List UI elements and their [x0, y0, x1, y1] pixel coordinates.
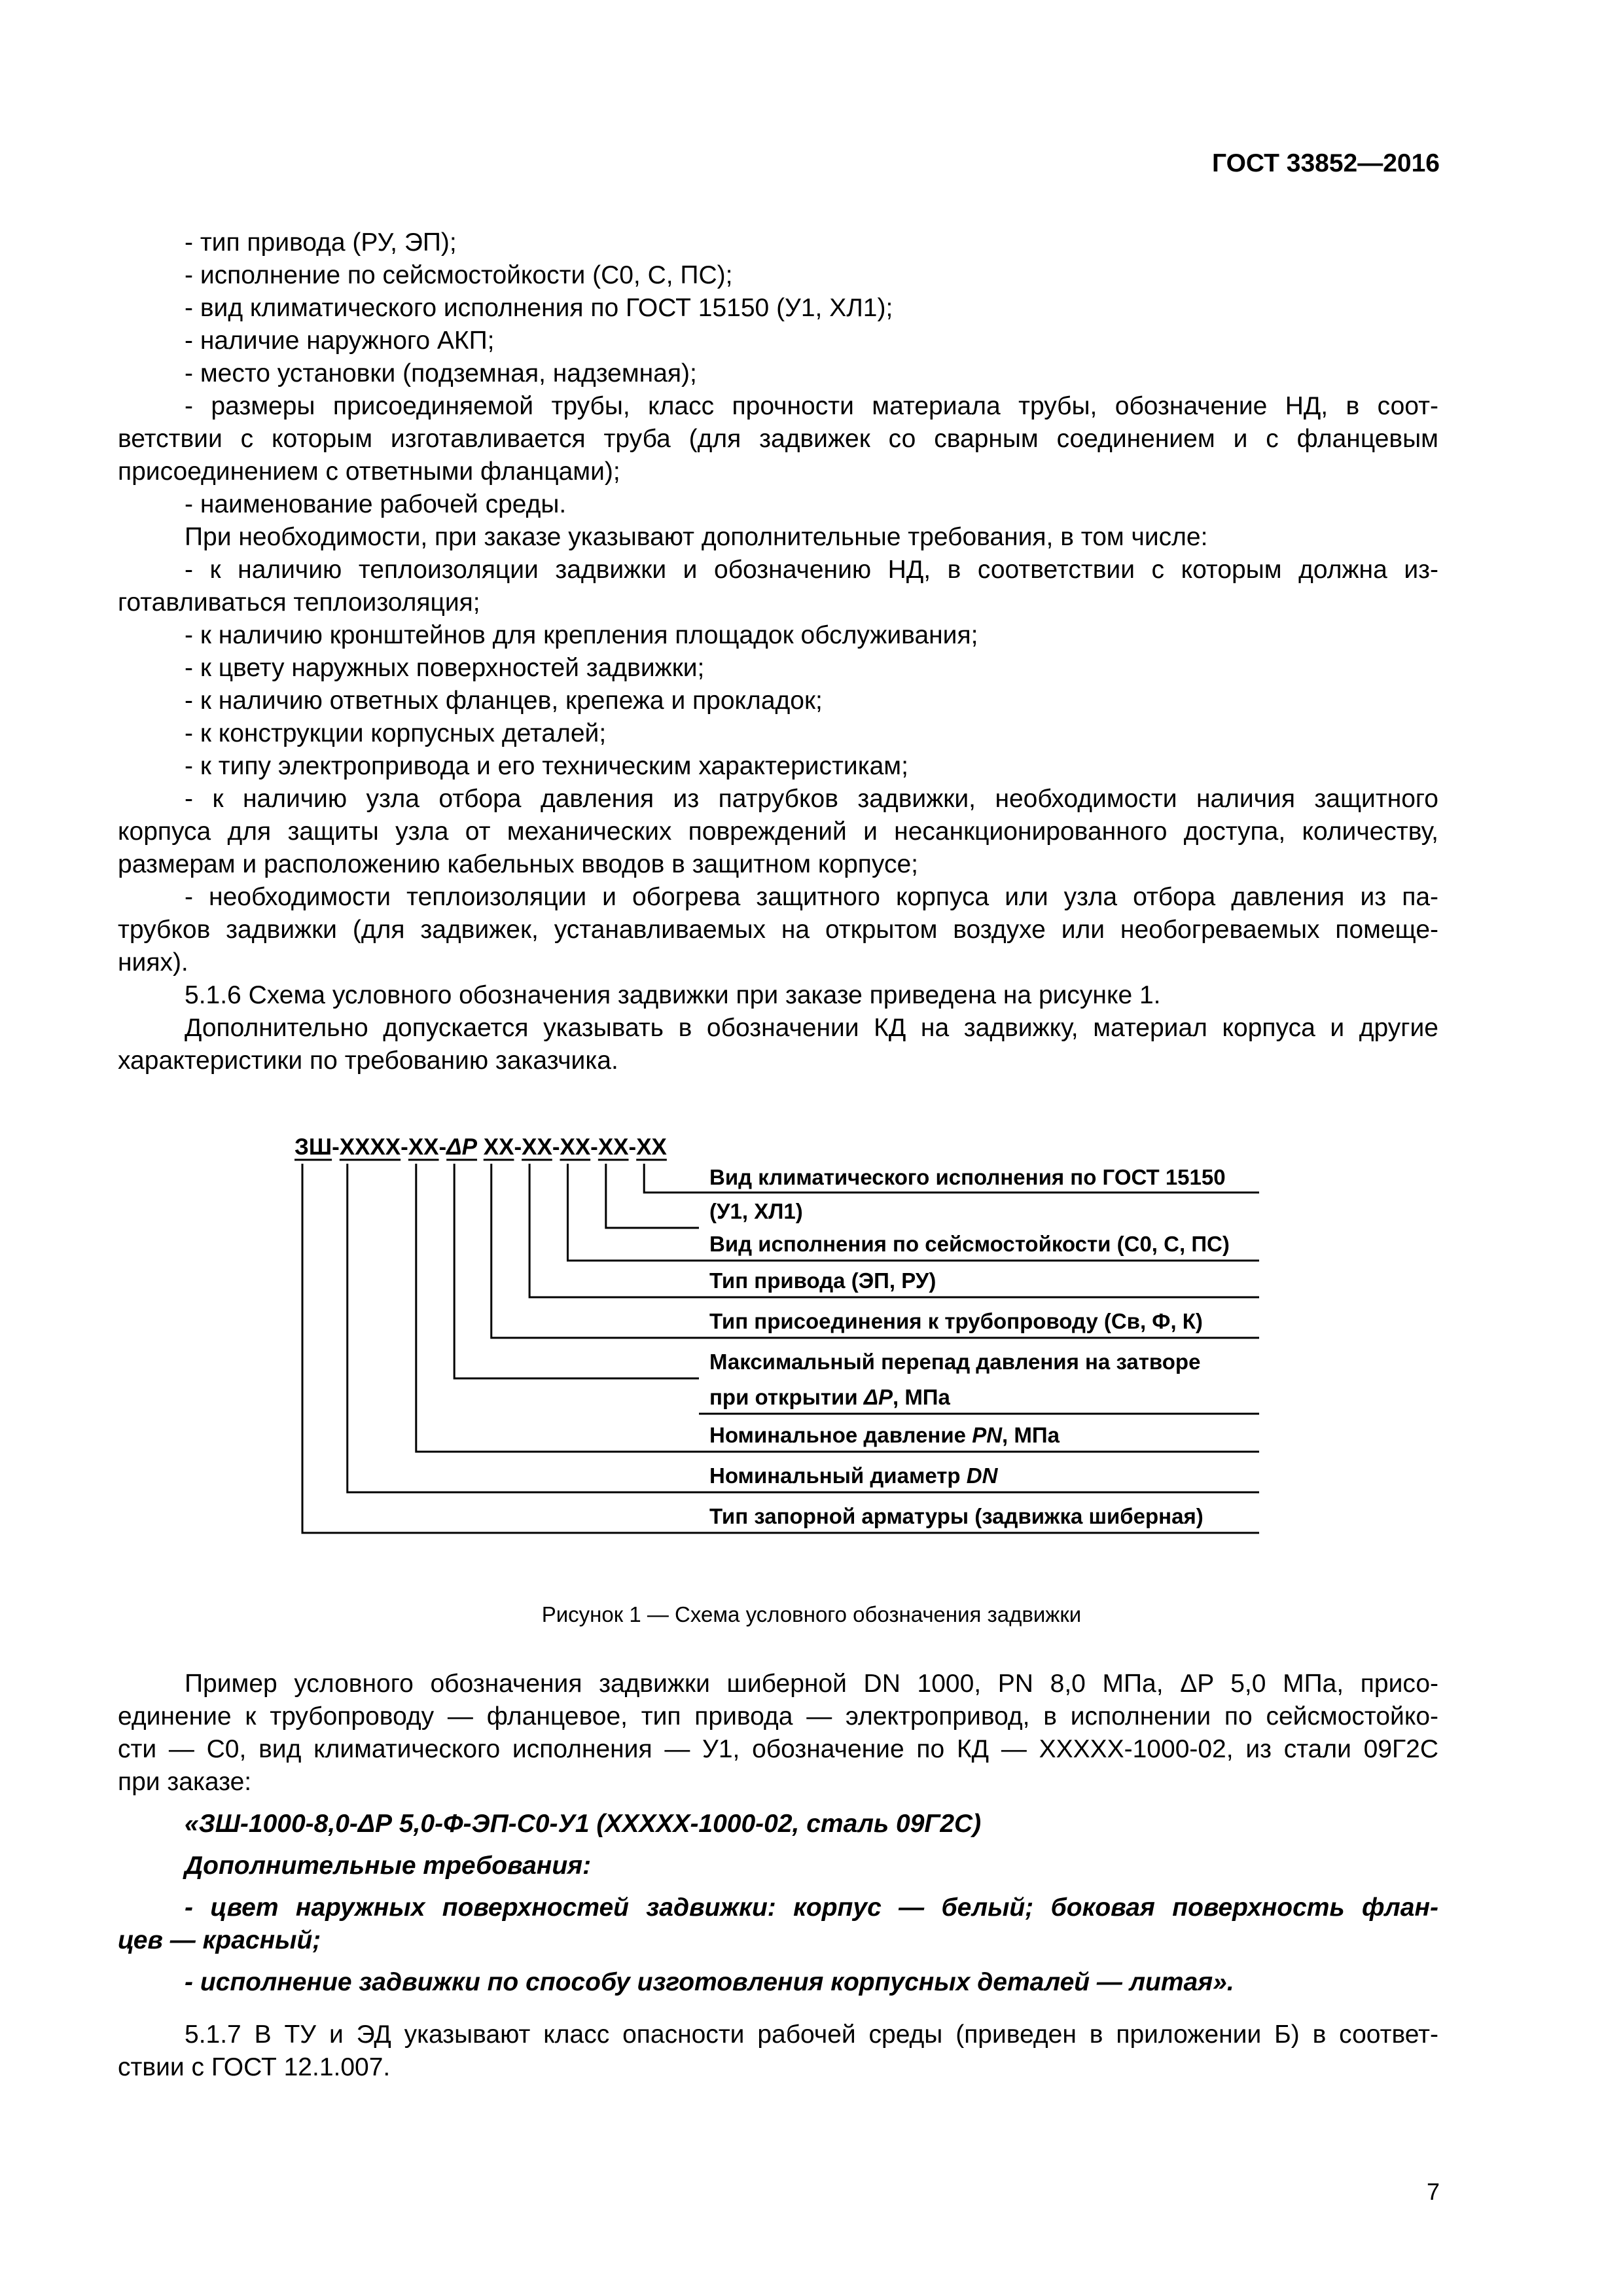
list-item-insulation-line-1: - к наличию теплоизоляции задвижки и обозначению НД, в соответствии с которым должна из-: [185, 556, 1438, 584]
leader-line: [567, 1164, 699, 1261]
list-item: - наименование рабочей среды.: [185, 490, 567, 518]
extra-color-line-2: цев — красный;: [118, 1926, 321, 1954]
list-item: - тип привода (РУ, ЭП);: [185, 228, 457, 257]
list-item-pressure-line-1: - к наличию узла отбора давления из патрубков задвижки, необходимости наличия защитного: [185, 785, 1438, 813]
list-item: - исполнение по сейсмостойкости (С0, С, ПС);: [185, 261, 733, 289]
extra-requirements-title: Дополнительные требования:: [185, 1852, 592, 1880]
extra-color-line-1: - цвет наружных поверхностей задвижки: корпус — белый; боковая поверхность флан-: [185, 1893, 1438, 1922]
figure-label: Вид исполнения по сейсмостойкости (С0, С, ПС): [709, 1232, 1230, 1256]
code-segment: XX: [636, 1134, 667, 1160]
code-segment: -: [628, 1134, 637, 1160]
code-segment: -: [514, 1134, 522, 1160]
list-item-pressure-line-3: размерам и расположению кабельных вводов в защитном корпусе;: [118, 850, 918, 878]
code-segment: -: [552, 1134, 560, 1160]
designation-scheme-figure: [0, 1126, 1623, 1558]
leader-line: [416, 1164, 699, 1452]
list-item-pipe-line-2: ветствии с которым изготавливается труба (для задвижек со сварным соединением и с фланцевым: [118, 425, 1438, 453]
extra-requirements-intro: При необходимости, при заказе указывают дополнительные требования, в том числе:: [185, 523, 1208, 551]
clause-5-1-7-line-1: 5.1.7 В ТУ и ЭД указывают класс опасности рабочей среды (приведен в приложении Б) в соответ-: [185, 2020, 1438, 2049]
clause-5-1-7-line-2: ствии с ГОСТ 12.1.007.: [118, 2053, 391, 2081]
figure-label: (У1, ХЛ1): [709, 1199, 803, 1223]
list-item: - наличие наружного АКП;: [185, 327, 495, 355]
figure-label: Тип запорной арматуры (задвижка шиберная): [709, 1504, 1204, 1528]
list-item-heating-line-3: ниях).: [118, 948, 188, 977]
leader-line: [491, 1164, 699, 1338]
example-text-line-4: при заказе:: [118, 1768, 252, 1796]
example-text-line-3: сти — С0, вид климатического исполнения — У1, обозначение по КД — XXXXX-1000-02, из стали 09Г2С: [118, 1735, 1438, 1763]
designation-code: [294, 1134, 668, 1160]
code-segment: -: [401, 1134, 408, 1160]
leader-line: [644, 1164, 699, 1193]
code-segment: -: [590, 1134, 598, 1160]
code-segment: XX: [597, 1134, 629, 1160]
example-text-line-1: Пример условного обозначения задвижки шиберной DN 1000, PN 8,0 МПа, ΔP 5,0 МПа, присо-: [185, 1670, 1439, 1698]
list-item: - к наличию ответных фланцев, крепежа и прокладок;: [185, 687, 823, 715]
list-item: - вид климатического исполнения по ГОСТ 15150 (У1, ХЛ1);: [185, 294, 893, 322]
code-segment: XX: [522, 1134, 552, 1160]
list-item-pressure-line-2: корпуса для защиты узла от механических повреждений и несанкционированного доступа, количеству,: [118, 817, 1438, 846]
list-item: - к цвету наружных поверхностей задвижки;: [185, 654, 705, 682]
clause-5-1-6-note-line-1: Дополнительно допускается указывать в обозначении КД на задвижку, материал корпуса и другие: [185, 1014, 1438, 1042]
figure-caption: Рисунок 1 — Схема условного обозначения задвижки: [541, 1602, 1082, 1626]
code-segment: [477, 1134, 484, 1160]
list-item-pipe-line-1: - размеры присоединяемой трубы, класс прочности материала трубы, обозначение НД, в соот-: [185, 392, 1438, 420]
extra-casting: - исполнение задвижки по способу изготовления корпусных деталей — литая».: [185, 1968, 1234, 1996]
list-item-pipe-line-3: присоединением с ответными фланцами);: [118, 457, 620, 486]
list-item-heating-line-2: трубков задвижки (для задвижек, устанавливаемых на открытом воздухе или необогреваемых помеще-: [118, 916, 1438, 944]
clause-5-1-6-note-line-2: характеристики по требованию заказчика.: [118, 1047, 618, 1075]
figure-labels: [709, 1165, 1230, 1528]
example-designation: «ЗШ-1000-8,0-ΔР 5,0-Ф-ЭП-С0-У1 (XXXXX-1000-02, сталь 09Г2С): [185, 1810, 982, 1838]
code-segment: ΔР: [446, 1134, 478, 1160]
clause-5-1-6: 5.1.6 Схема условного обозначения задвижки при заказе приведена на рисунке 1.: [185, 981, 1161, 1009]
code-segment: -: [438, 1134, 447, 1160]
list-item: - место установки (подземная, надземная);: [185, 359, 697, 387]
list-item-heating-line-1: - необходимости теплоизоляции и обогрева защитного корпуса или узла отбора давления из па-: [185, 883, 1438, 911]
example-text-line-2: единение к трубопроводу — фланцевое, тип привода — электропривод, в исполнении по сейсмостойко-: [118, 1702, 1438, 1731]
figure-label: Максимальный перепад давления на затворе: [709, 1350, 1201, 1374]
leader-line: [606, 1164, 699, 1228]
code-segment: -: [332, 1134, 340, 1160]
code-segment: XX: [560, 1134, 591, 1160]
figure-label: Тип присоединения к трубопроводу (Св, Ф, К): [709, 1309, 1203, 1333]
leader-line: [529, 1164, 699, 1297]
code-segment: XX: [408, 1134, 439, 1160]
list-item-insulation-line-2: готавливаться теплоизоляция;: [118, 588, 480, 617]
leader-line: [348, 1164, 699, 1492]
list-item: - к наличию кронштейнов для крепления площадок обслуживания;: [185, 621, 978, 649]
page-number: 7: [1426, 2178, 1440, 2205]
figure-label: Тип привода (ЭП, РУ): [709, 1268, 936, 1293]
figure-label: при открытии ΔP, МПа: [709, 1385, 950, 1409]
list-item: - к типу электропривода и его техническим характеристикам;: [185, 752, 908, 780]
figure-label: Номинальное давление PN, МПа: [709, 1423, 1060, 1447]
figure-label: Вид климатического исполнения по ГОСТ 15150: [709, 1165, 1226, 1189]
figure-label: Номинальный диаметр DN: [709, 1463, 998, 1488]
code-segment: XXXX: [339, 1134, 401, 1160]
list-item: - к конструкции корпусных деталей;: [185, 719, 607, 747]
leader-line: [302, 1164, 699, 1533]
document-header: ГОСТ 33852—2016: [1212, 149, 1440, 177]
code-segment: ЗШ: [294, 1134, 332, 1160]
code-segment: XX: [483, 1134, 514, 1160]
designation-code-text: [294, 1134, 668, 1160]
